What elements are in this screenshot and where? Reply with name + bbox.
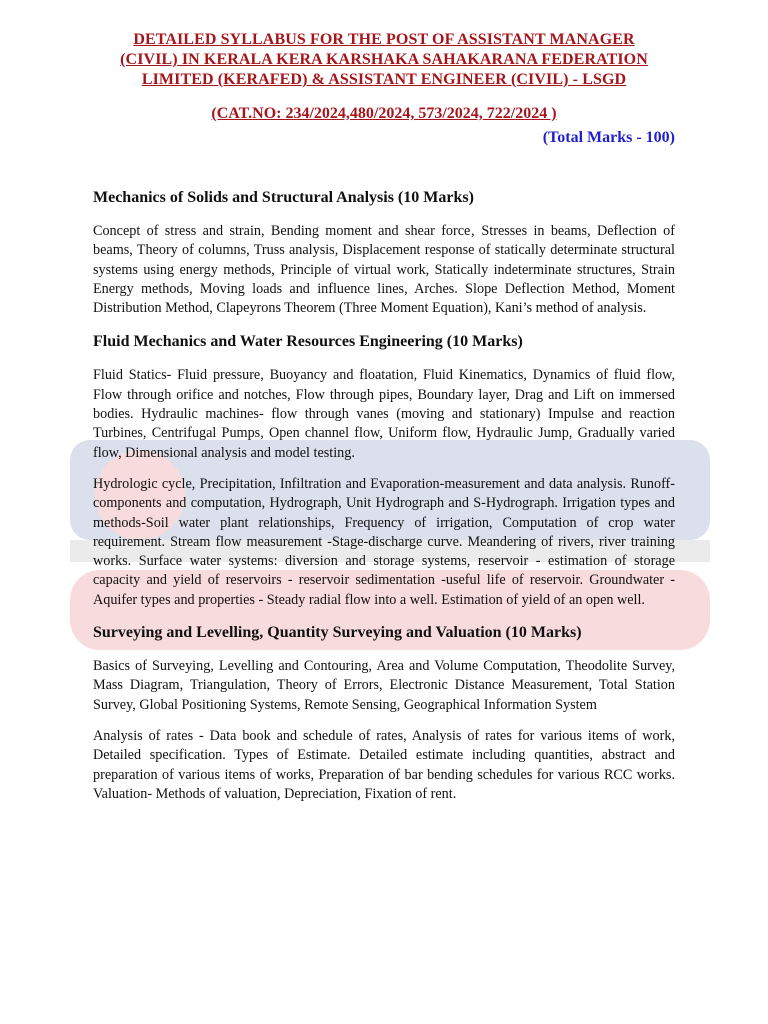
section-heading: Fluid Mechanics and Water Resources Engineering (10 Marks): [93, 333, 523, 351]
section-heading: Mechanics of Solids and Structural Analysis (10 Marks): [93, 189, 474, 206]
section-paragraph: Fluid Statics- Fluid pressure, Buoyancy and floatation, Fluid Kinematics, Dynamics of fluid flow, Flow through orifice and notches, Flow through pipes, Boundary layer, Drag and Lift on immersed bodies. Hydraulic machines- flow through vanes (moving and stationary) Impulse and reaction Turbines, Centrifugal Pumps, Open channel flow, Uniform flow, Hydraulic Jump, Gradually varied flow, Dimensional analysis and model testing.: [93, 367, 675, 461]
section-paragraph: Hydrologic cycle, Precipitation, Infiltration and Evaporation-measurement and data analysis. Runoff-components and computation, Hydrograph, Unit Hydrograph and S-Hydrograph. Irrigation types and methods-Soil water plant relationships, Frequency of irrigation, Computation of crop water requirement. Stream flow measurement -Stage-discharge curve. Meandering of rivers, river training works. Surface water systems: diversion and storage systems, reservoir - estimation of storage capacity and yield of reservoirs - reservoir sedimentation -useful life of reservoir. Groundwater - Aquifer types and properties - Steady radial flow into a well. Estimation of yield of an open well.: [93, 475, 675, 608]
category-numbers: (CAT.NO: 234/2024,480/2024, 573/2024, 722/2024 ): [211, 105, 557, 122]
section-heading: Surveying and Levelling, Quantity Surveying and Valuation (10 Marks): [93, 624, 582, 642]
section-surveying: [93, 623, 675, 804]
title-line-3: LIMITED (KERAFED) & ASSISTANT ENGINEER (CIVIL) - LSGD: [141, 71, 627, 88]
section-mechanics: [93, 188, 675, 318]
section-paragraph: Basics of Surveying, Levelling and Contouring, Area and Volume Computation, Theodolite Survey, Mass Diagram, Triangulation, Theory of Errors, Electronic Distance Measurement, Total Station Survey, Global Positioning Systems, Remote Sensing, Geographical Information System: [93, 658, 675, 713]
title-line-2: (CIVIL) IN KERALA KERA KARSHAKA SAHAKARANA FEDERATION: [120, 51, 648, 68]
section-paragraph: Concept of stress and strain, Bending moment and shear force‚ Stresses in beams, Deflection of beams, Theory of columns, Truss analysis, Displacement response of statically determinate structural systems using energy methods, Principle of virtual work, Statically indeterminate structures, Strain Energy methods, Moving loads and influence lines, Arches. Slope Deflection Method, Moment Distribution Method, Clapeyrons Theorem (Three Moment Equation), Kani’s method of analysis.: [93, 223, 675, 317]
document-page: [93, 30, 675, 804]
section-paragraph: Analysis of rates - Data book and schedule of rates, Analysis of rates for various items of work, Detailed specification. Types of Estimate. Detailed estimate including quantities, abstract and preparation of various items of works, Preparation of bar bending schedules for various RCC works. Valuation- Methods of valuation, Depreciation, Fixation of rent.: [93, 727, 675, 802]
document-title: [93, 30, 675, 90]
title-line-1: DETAILED SYLLABUS FOR THE POST OF ASSISTANT MANAGER: [133, 31, 635, 48]
section-fluid-mechanics: [93, 332, 675, 610]
total-marks: (Total Marks - 100): [542, 129, 675, 146]
